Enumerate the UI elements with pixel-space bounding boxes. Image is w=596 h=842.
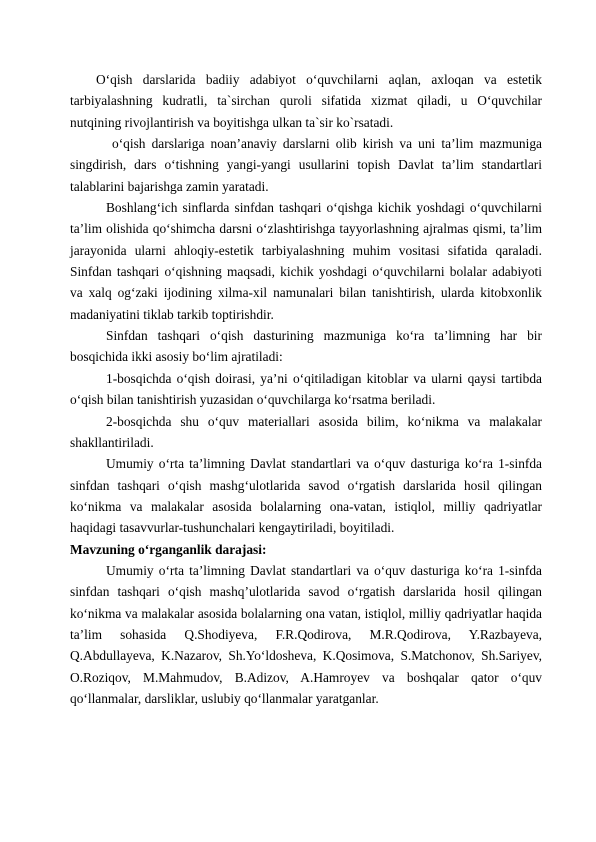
paragraph-stage-two: 2-bosqichda shu o‘quv materiallari asosida bilim, ko‘nikma va malakalar shakllantiriladi. (70, 413, 542, 450)
paragraph-authors: Umumiy o‘rta ta’limning Davlat standartlari va o‘quv dasturiga ko‘ra 1-sinfda sinfdan tashqari o‘qish mashq’ulotlarida savod o‘rgatish darslarida hosil qilingan ko‘nikma va malakalar asosida bolalarning ona vatan, istiqlol, milliy qadriyatlar haqida ta’lim sohasida Q.Shodiyeva, F.R.Qodirova, M.R.Qodirova, Y.Razbayeva, Q.Abdullayeva, K.Nazarov, Sh.Yo‘ldosheva, K.Qosimova, S.Matchonov, Sh.Sariyev, O.Roziqov, M.Mahmudov, B.Adizov, A.Hamroyev va boshqalar qator o‘quv qo‘llanmalar, darsliklar, uslubiy qo‘llanmalar yaratganlar. (70, 562, 542, 706)
paragraph-stage-one: 1-bosqichda o‘qish doirasi, ya’ni o‘qitiladigan kitoblar va ularni qaysi tartibda o‘qish bilan tanishtirish yuzasidan o‘quvchilarga ko‘rsatma beriladi. (70, 370, 542, 408)
paragraph-intro: O‘qish darslarida badiiy adabiyot o‘quvchilarni aqlan, axloqan va estetik tarbiyalashning kudratli, ta`sirchan quroli sifatida xizmat qiladi, u O‘quvchilar nutqining rivojlantirish va boyitishga ulkan ta`sir ko`rsatadi. (70, 72, 542, 130)
paragraph-program-content: Sinfdan tashqari o‘qish dasturining mazmuniga ko‘ra ta’limning har bir bosqichida ikki asosiy bo‘lim ajratiladi: (70, 328, 542, 365)
document-page (70, 69, 542, 709)
paragraph-primary-classes: Boshlang‘ich sinflarda sinfdan tashqari o‘qishga kichik yoshdagi o‘quvchilarni ta’lim olishida qo‘shimcha darsni o‘zlashtirishga tayyorlashning ajralmas qismi, ta’lim jarayonida ularni ahloqiy-estetik tarbiyalashning muhim vositasi sifatida qaraladi. Sinfdan tashqari o‘qishning maqsadi, kichik yoshdagi o‘quvchilarni bolalar adabiyoti va xalq og‘zaki ijodining xilma-xil namunalari bilan tanishtirish, ularda kitobxonlik madaniyatini tiklab tarkib toptirishdir. (70, 200, 542, 322)
paragraph-standards: Umumiy o‘rta ta’limning Davlat standartlari va o‘quv dasturiga ko‘ra 1-sinfda sinfdan tashqari o‘qish mashg‘ulotlarida savod o‘rgatish darslarida hosil qilingan ko‘nikma va malakalar asosida bolalarning ona-vatan, istiqlol, milliy qadriyatlar haqidagi tasavvurlar-tushunchalari kengaytiriladi, boyitiladi. (70, 456, 542, 536)
section-heading: Mavzuning o‘rganganlik darajasi: (70, 541, 267, 557)
paragraph-nontraditional-lessons: o‘qish darslariga noan’anaviy darslarni olib kirish va uni ta’lim mazmuniga singdirish, dars o‘tishning yangi-yangi usullarini topish Davlat ta’lim standartlari talablarini bajarishga zamin yaratadi. (70, 136, 542, 194)
